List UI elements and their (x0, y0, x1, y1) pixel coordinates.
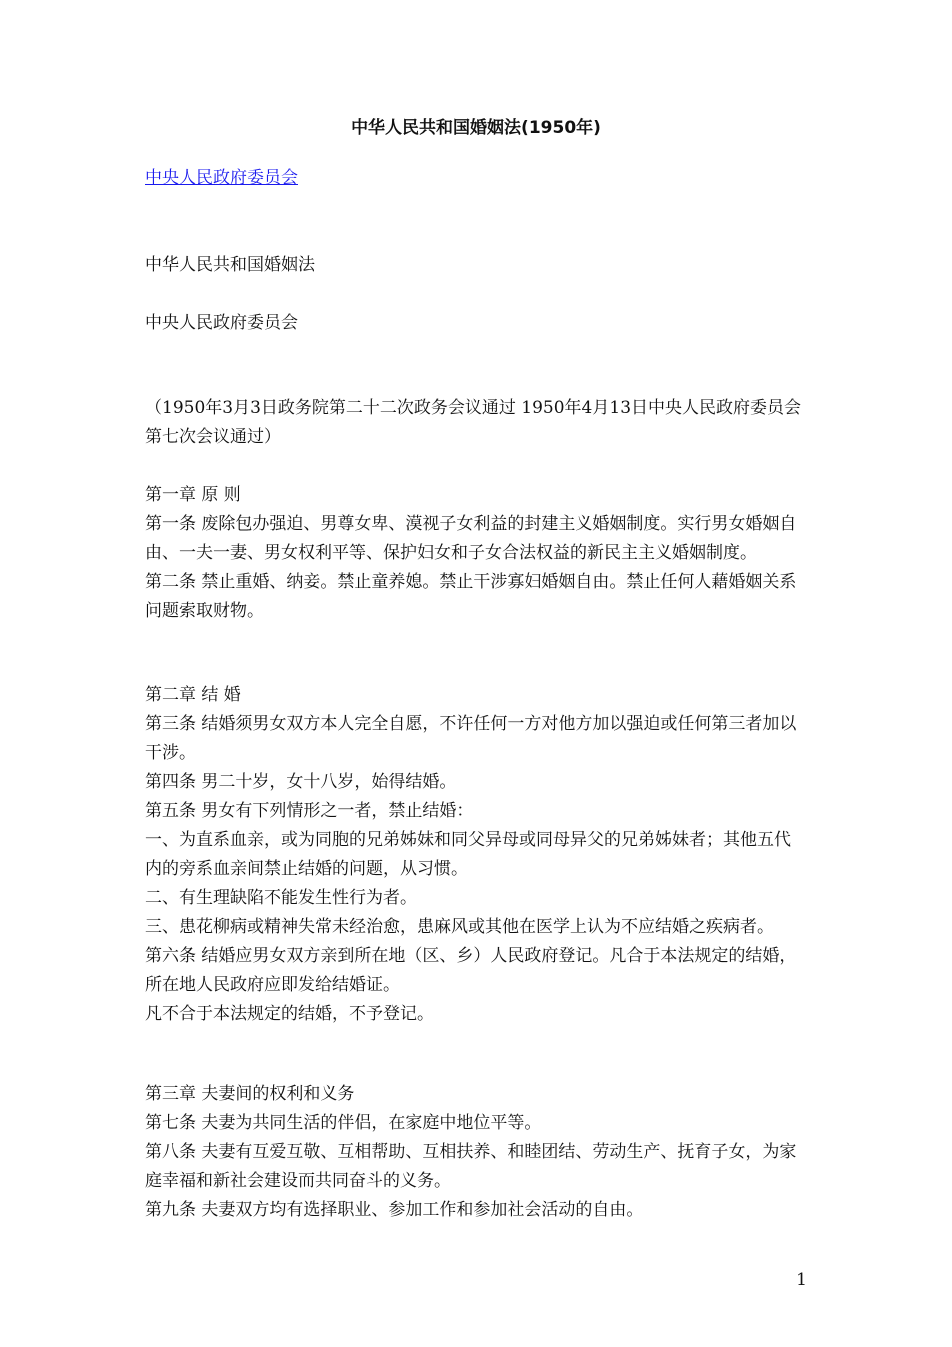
chapter-heading: 第一章 原 则 (145, 485, 241, 505)
chapter-1 (145, 481, 807, 626)
article-paragraph: 二、有生理缺陷不能发生性行为者。 (145, 888, 417, 908)
article-paragraph: 第七条 夫妻为共同生活的伴侣，在家庭中地位平等。 (145, 1113, 542, 1133)
document-title: 中华人民共和国婚姻法(1950年) (351, 118, 601, 138)
article-paragraph: 凡不合于本法规定的结婚，不予登记。 (145, 1004, 434, 1024)
article-paragraph: 第三条 结婚须男女双方本人完全自愿，不许任何一方对他方加以强迫或任何第三者加以干涉。 (145, 714, 797, 763)
document-page (145, 0, 807, 1347)
article-paragraph: 第一条 废除包办强迫、男尊女卑、漠视子女利益的封建主义婚姻制度。实行男女婚姻自由、一夫一妻、男女权利平等、保护妇女和子女合法权益的新民主主义婚姻制度。 (145, 514, 797, 563)
author-link[interactable]: 中央人民政府委员会 (145, 168, 298, 188)
issuer: 中央人民政府委员会 (145, 313, 298, 333)
article-paragraph: 第八条 夫妻有互爱互敬、互相帮助、互相扶养、和睦团结、劳动生产、抚育子女，为家庭幸福和新社会建设而共同奋斗的义务。 (145, 1142, 797, 1191)
chapter-2 (145, 681, 807, 1029)
chapter-3 (145, 1080, 807, 1225)
article-paragraph: 第五条 男女有下列情形之一者，禁止结婚： (145, 801, 474, 821)
article-paragraph: 三、患花柳病或精神失常未经治愈，患麻风或其他在医学上认为不应结婚之疾病者。 (145, 917, 774, 937)
article-paragraph: 第四条 男二十岁，女十八岁，始得结婚。 (145, 772, 457, 792)
adoption-note: （1950年3月3日政务院第二十二次政务会议通过 1950年4月13日中央人民政府委员会第七次会议通过） (145, 398, 802, 447)
article-paragraph: 第六条 结婚应男女双方亲到所在地（区、乡）人民政府登记。凡合于本法规定的结婚，所在地人民政府应即发给结婚证。 (145, 946, 797, 995)
page-number: 1 (796, 1270, 807, 1290)
chapter-heading: 第二章 结 婚 (145, 685, 241, 705)
article-paragraph: 第二条 禁止重婚、纳妾。禁止童养媳。禁止干涉寡妇婚姻自由。禁止任何人藉婚姻关系问题索取财物。 (145, 572, 797, 621)
article-paragraph: 一、为直系血亲，或为同胞的兄弟姊妹和同父异母或同母异父的兄弟姊妹者；其他五代内的旁系血亲间禁止结婚的问题，从习惯。 (145, 830, 791, 879)
law-name: 中华人民共和国婚姻法 (145, 255, 315, 275)
article-paragraph: 第九条 夫妻双方均有选择职业、参加工作和参加社会活动的自由。 (145, 1200, 644, 1220)
chapter-heading: 第三章 夫妻间的权利和义务 (145, 1084, 355, 1104)
